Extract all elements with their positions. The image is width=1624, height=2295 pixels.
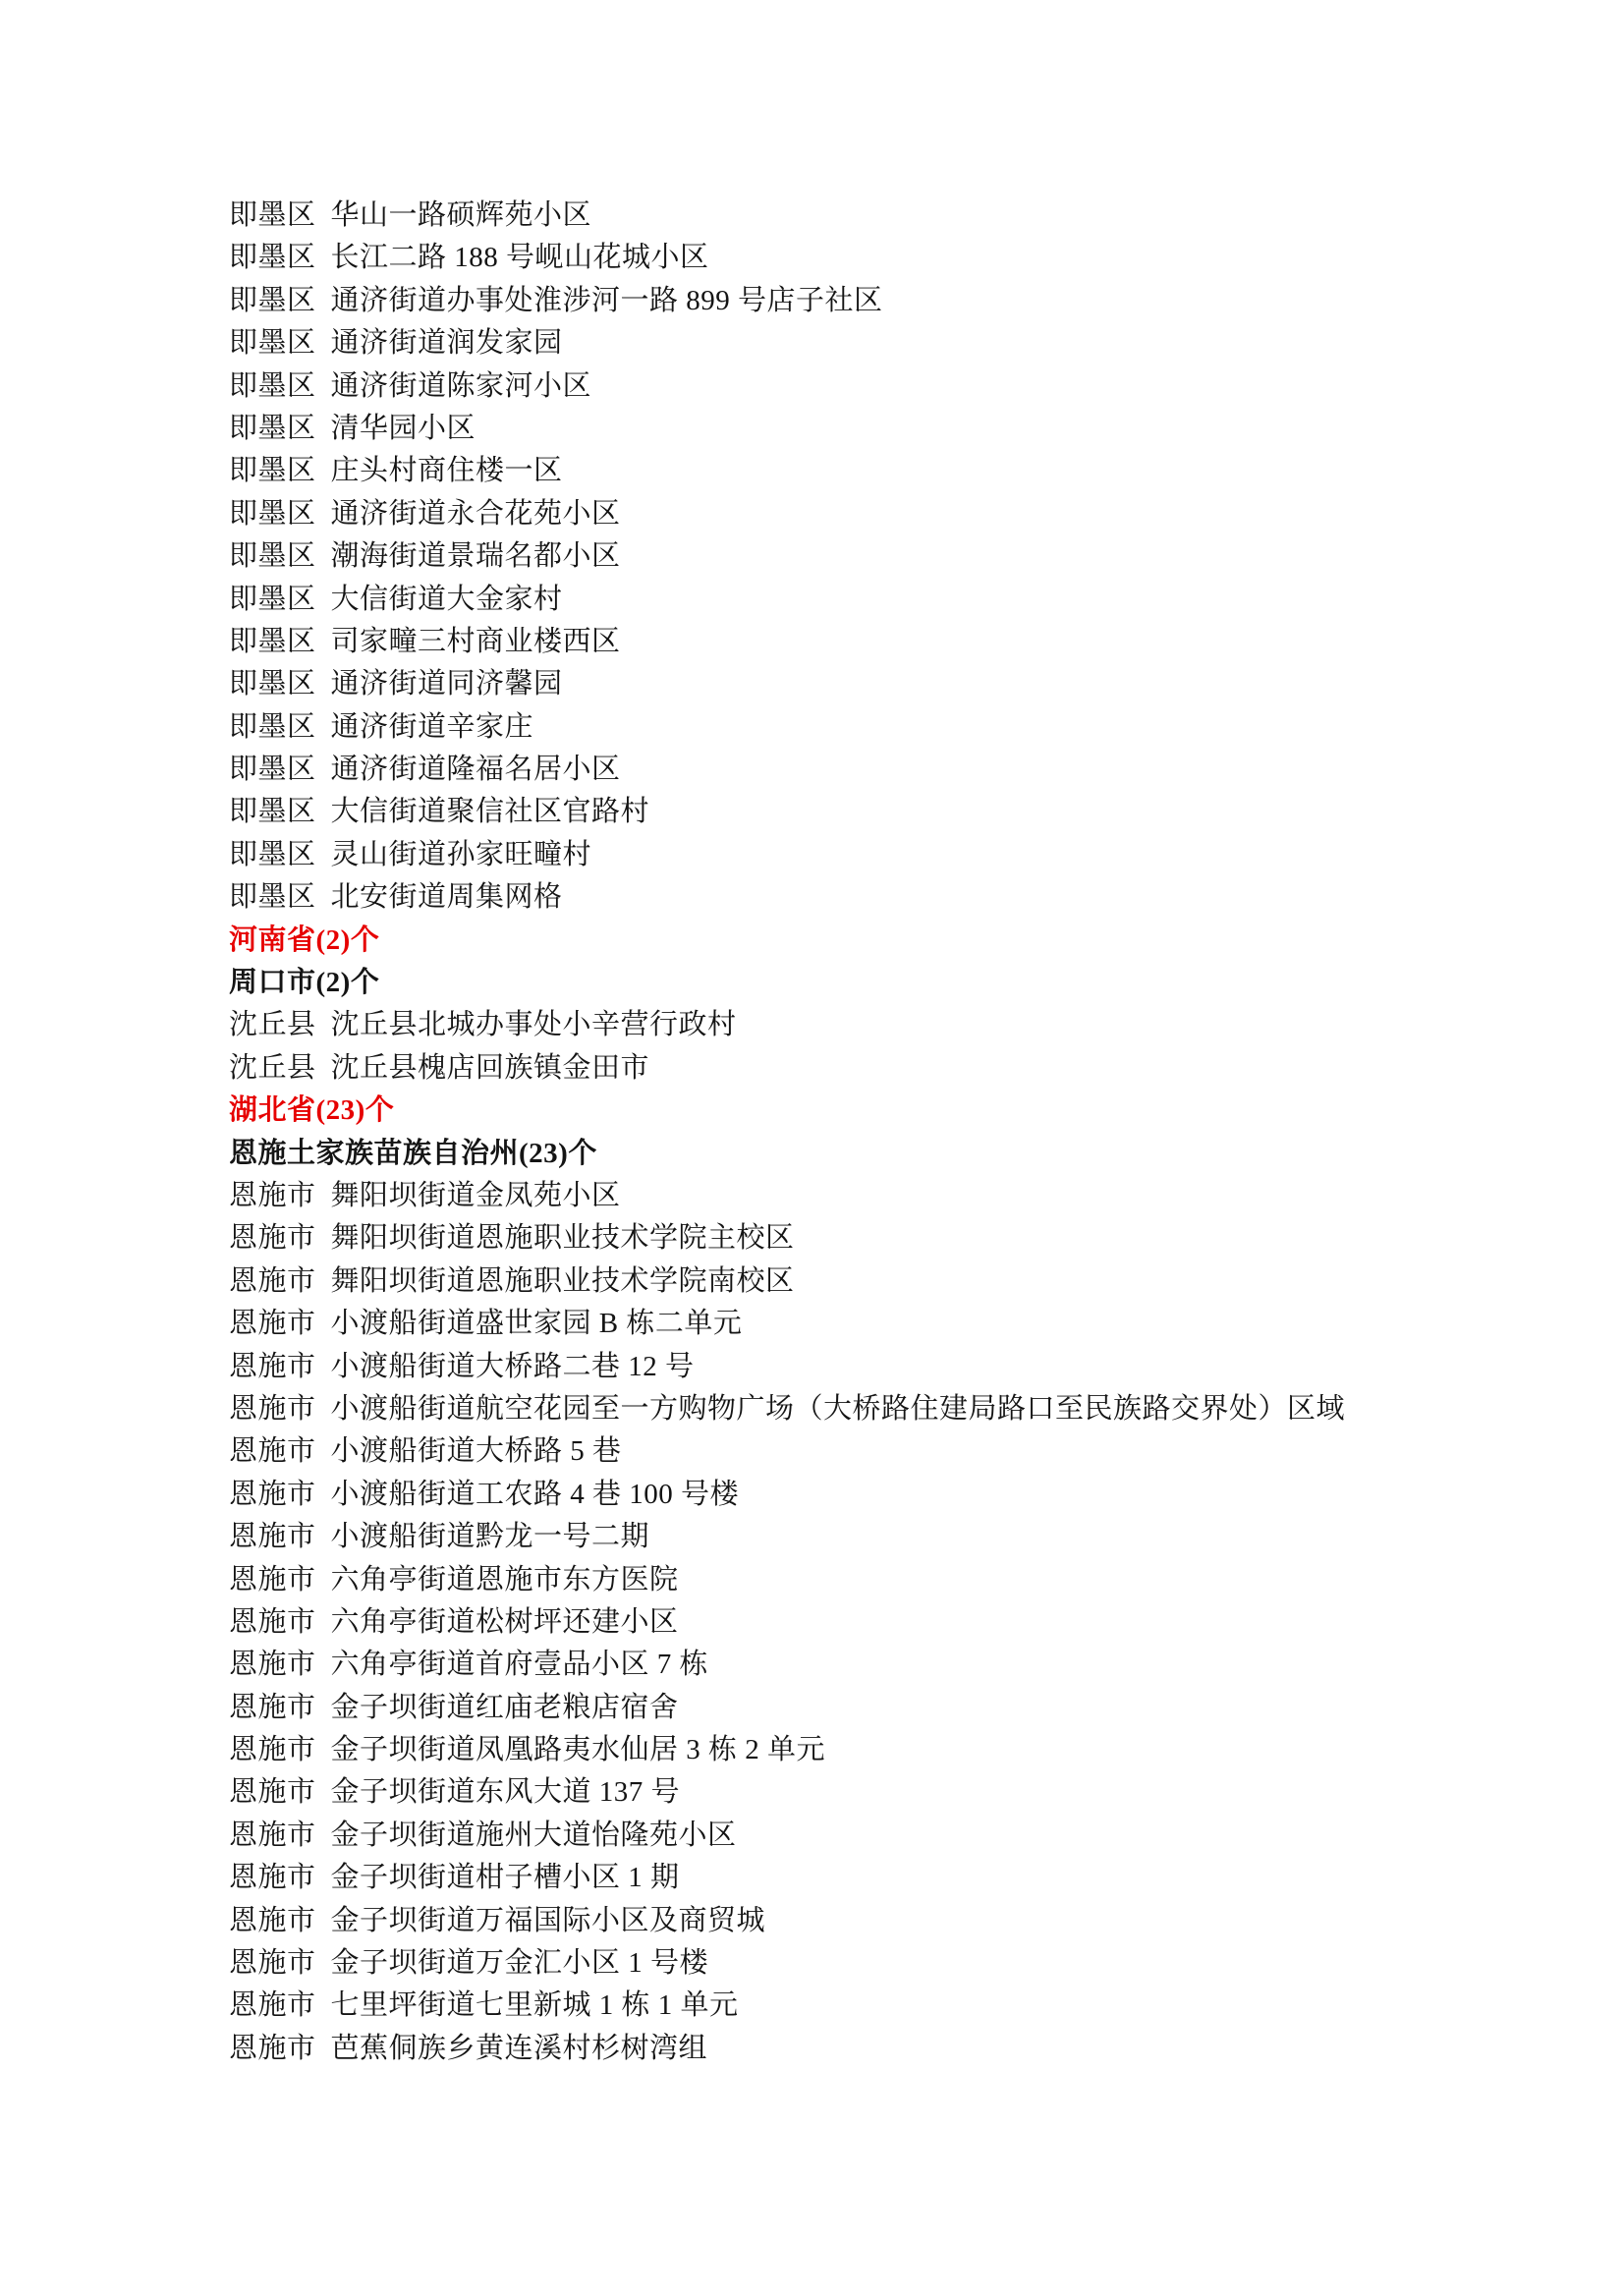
province-header (229, 920, 1526, 962)
location-cell: 六角亭街道首府壹品小区 7 栋 (330, 1649, 709, 1681)
location-cell: 通济街道办事处淮涉河一路 899 号店子社区 (330, 284, 883, 316)
location-cell: 通济街道同济馨园 (330, 668, 563, 700)
entry-row (229, 1217, 1526, 1259)
location-cell: 金子坝街道东风大道 137 号 (330, 1776, 681, 1809)
location-cell: 小渡船街道航空花园至一方购物广场（大桥路住建局路口至民族路交界处）区域 (330, 1392, 1346, 1425)
district-cell: 恩施市 (229, 1392, 316, 1425)
location-cell: 七里坪街道七里新城 1 栋 1 单元 (330, 1989, 739, 2022)
entry-row (229, 280, 1526, 322)
entry-row (229, 1900, 1526, 1942)
district-cell: 即墨区 (229, 497, 316, 530)
location-cell: 灵山街道孙家旺疃村 (330, 838, 592, 870)
entry-row (229, 2028, 1526, 2070)
entry-row (229, 1687, 1526, 1729)
location-cell: 舞阳坝街道恩施职业技术学院南校区 (330, 1264, 795, 1297)
location-cell: 金子坝街道柑子槽小区 1 期 (330, 1862, 680, 1894)
entry-row (229, 1474, 1526, 1516)
district-cell: 沈丘县 (229, 1009, 316, 1041)
entry-row (229, 1004, 1526, 1046)
entry-row (229, 706, 1526, 749)
district-cell: 即墨区 (229, 668, 316, 700)
district-cell: 恩施市 (229, 1947, 316, 1980)
entry-row (229, 1260, 1526, 1303)
document-page (229, 195, 1526, 2070)
entry-row (229, 1644, 1526, 1686)
location-cell: 长江二路 188 号岘山花城小区 (330, 242, 709, 274)
location-cell: 小渡船街道盛世家园 B 栋二单元 (330, 1308, 743, 1340)
entry-row (229, 1388, 1526, 1430)
entry-row (229, 579, 1526, 621)
entry-row (229, 1346, 1526, 1388)
location-cell: 北安街道周集网格 (330, 881, 563, 914)
city-header-label: 周口市(2)个 (229, 967, 380, 999)
location-cell: 潮海街道景瑞名都小区 (330, 540, 621, 573)
entry-row (229, 1771, 1526, 1814)
entry-row (229, 1729, 1526, 1771)
province-header-label: 湖北省(23)个 (229, 1094, 395, 1127)
entry-row (229, 450, 1526, 492)
entry-row (229, 1942, 1526, 1985)
district-cell: 恩施市 (229, 1989, 316, 2022)
entry-row (229, 1303, 1526, 1345)
entry-row (229, 1601, 1526, 1644)
district-cell: 恩施市 (229, 1264, 316, 1297)
location-cell: 金子坝街道万金汇小区 1 号楼 (330, 1947, 709, 1980)
district-cell: 即墨区 (229, 199, 316, 231)
location-cell: 通济街道隆福名居小区 (330, 754, 621, 786)
district-cell: 即墨区 (229, 369, 316, 402)
district-cell: 恩施市 (229, 1734, 316, 1766)
entry-row (229, 1559, 1526, 1601)
entry-row (229, 1857, 1526, 1899)
district-cell: 即墨区 (229, 284, 316, 316)
location-cell: 小渡船街道黔龙一号二期 (330, 1521, 650, 1553)
entry-row (229, 493, 1526, 535)
entry-row (229, 408, 1526, 450)
district-cell: 恩施市 (229, 1308, 316, 1340)
location-cell: 沈丘县槐店回族镇金田市 (330, 1051, 650, 1084)
district-cell: 即墨区 (229, 838, 316, 870)
entry-row (229, 535, 1526, 578)
district-cell: 恩施市 (229, 1691, 316, 1723)
district-cell: 恩施市 (229, 1435, 316, 1468)
entry-row (229, 663, 1526, 705)
entry-row (229, 1815, 1526, 1857)
location-cell: 金子坝街道万福国际小区及商贸城 (330, 1904, 766, 1936)
location-cell: 通济街道永合花苑小区 (330, 497, 621, 530)
location-cell: 六角亭街道恩施市东方医院 (330, 1563, 679, 1595)
district-cell: 恩施市 (229, 1649, 316, 1681)
district-cell: 恩施市 (229, 1563, 316, 1595)
location-cell: 芭蕉侗族乡黄连溪村杉树湾组 (330, 2032, 708, 2064)
location-cell: 华山一路硕辉苑小区 (330, 199, 592, 231)
location-cell: 通济街道辛家庄 (330, 710, 534, 743)
location-cell: 庄头村商住楼一区 (330, 455, 563, 487)
district-cell: 恩施市 (229, 2032, 316, 2064)
district-cell: 即墨区 (229, 881, 316, 914)
district-cell: 即墨区 (229, 327, 316, 360)
district-cell: 即墨区 (229, 710, 316, 743)
location-cell: 六角亭街道松树坪还建小区 (330, 1605, 679, 1638)
entry-row (229, 237, 1526, 279)
entry-row (229, 195, 1526, 237)
province-header-label: 河南省(2)个 (229, 924, 380, 956)
entry-row (229, 1516, 1526, 1558)
entry-row (229, 834, 1526, 876)
location-cell: 金子坝街道施州大道怡隆苑小区 (330, 1819, 737, 1851)
location-cell: 大信街道大金家村 (330, 583, 563, 615)
district-cell: 即墨区 (229, 625, 316, 657)
entry-row (229, 322, 1526, 364)
entry-row (229, 365, 1526, 408)
district-cell: 即墨区 (229, 455, 316, 487)
city-header (229, 962, 1526, 1004)
entry-row (229, 1985, 1526, 2027)
location-cell: 金子坝街道凤凰路夷水仙居 3 栋 2 单元 (330, 1734, 826, 1766)
location-cell: 小渡船街道工农路 4 巷 100 号楼 (330, 1478, 740, 1510)
entry-row (229, 876, 1526, 919)
entry-row (229, 791, 1526, 833)
district-cell: 恩施市 (229, 1350, 316, 1382)
entry-row (229, 749, 1526, 791)
district-cell: 恩施市 (229, 1478, 316, 1510)
location-cell: 沈丘县北城办事处小辛营行政村 (330, 1009, 737, 1041)
district-cell: 恩施市 (229, 1521, 316, 1553)
location-cell: 通济街道润发家园 (330, 327, 563, 360)
entry-row (229, 1430, 1526, 1473)
location-cell: 舞阳坝街道金凤苑小区 (330, 1179, 621, 1211)
location-cell: 大信街道聚信社区官路村 (330, 796, 650, 828)
district-cell: 即墨区 (229, 412, 316, 444)
district-cell: 即墨区 (229, 242, 316, 274)
location-cell: 司家疃三村商业楼西区 (330, 625, 621, 657)
district-cell: 恩施市 (229, 1776, 316, 1809)
location-cell: 通济街道陈家河小区 (330, 369, 592, 402)
district-cell: 恩施市 (229, 1819, 316, 1851)
district-cell: 恩施市 (229, 1904, 316, 1936)
location-cell: 清华园小区 (330, 412, 476, 444)
entry-row (229, 621, 1526, 663)
location-cell: 小渡船街道大桥路 5 巷 (330, 1435, 622, 1468)
location-cell: 金子坝街道红庙老粮店宿舍 (330, 1691, 679, 1723)
district-cell: 恩施市 (229, 1862, 316, 1894)
district-cell: 恩施市 (229, 1222, 316, 1255)
district-cell: 即墨区 (229, 754, 316, 786)
district-cell: 即墨区 (229, 796, 316, 828)
district-cell: 恩施市 (229, 1605, 316, 1638)
city-header (229, 1133, 1526, 1175)
entry-row (229, 1175, 1526, 1217)
province-header (229, 1090, 1526, 1132)
district-cell: 即墨区 (229, 583, 316, 615)
location-cell: 舞阳坝街道恩施职业技术学院主校区 (330, 1222, 795, 1255)
district-cell: 恩施市 (229, 1179, 316, 1211)
district-cell: 即墨区 (229, 540, 316, 573)
city-header-label: 恩施土家族苗族自治州(23)个 (229, 1137, 597, 1169)
entry-row (229, 1047, 1526, 1090)
location-cell: 小渡船街道大桥路二巷 12 号 (330, 1350, 695, 1382)
district-cell: 沈丘县 (229, 1051, 316, 1084)
